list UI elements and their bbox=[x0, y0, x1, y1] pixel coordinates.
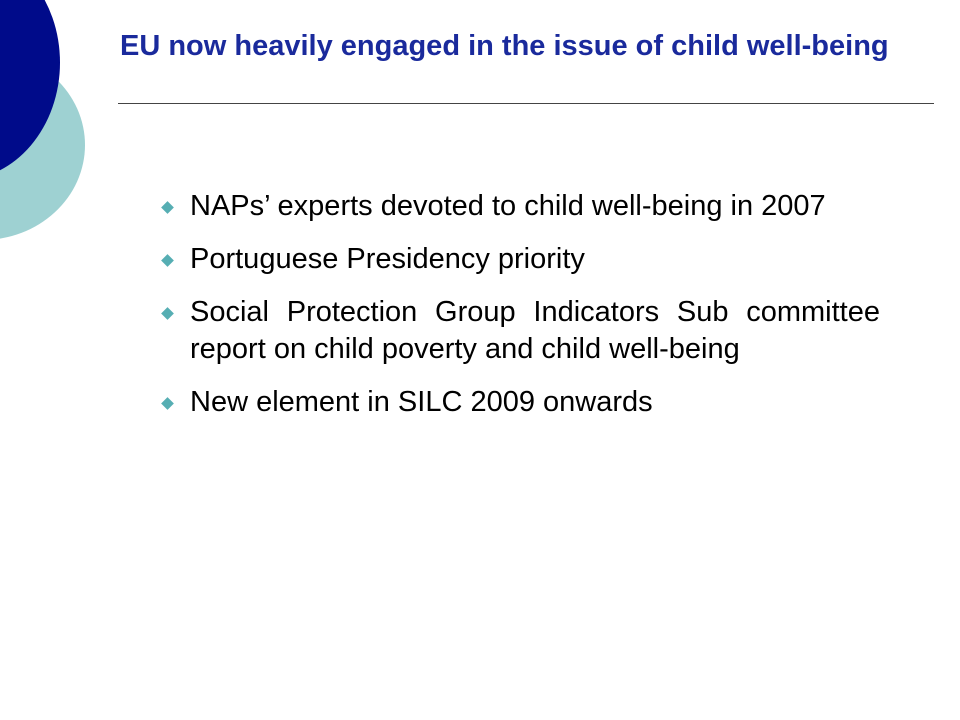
bullet-list bbox=[160, 188, 880, 437]
diamond-bullet-icon bbox=[161, 307, 174, 320]
diamond-bullet-icon bbox=[161, 397, 174, 410]
bullet-item bbox=[160, 188, 880, 225]
bullet-item bbox=[160, 294, 880, 368]
slide-title: EU now heavily engaged in the issue of child well-being bbox=[120, 30, 889, 62]
diamond-bullet-icon bbox=[161, 201, 174, 214]
bullet-text: NAPs’ experts devoted to child well-being in 2007 bbox=[190, 190, 826, 222]
bullet-item bbox=[160, 384, 880, 421]
title-divider bbox=[118, 103, 934, 104]
diamond-bullet-icon bbox=[161, 254, 174, 267]
bullet-text: Social Protection Group Indicators Sub committee report on child poverty and child well-being bbox=[190, 296, 880, 365]
bullet-text: New element in SILC 2009 onwards bbox=[190, 386, 653, 418]
bullet-item bbox=[160, 241, 880, 278]
bullet-text: Portuguese Presidency priority bbox=[190, 243, 585, 275]
